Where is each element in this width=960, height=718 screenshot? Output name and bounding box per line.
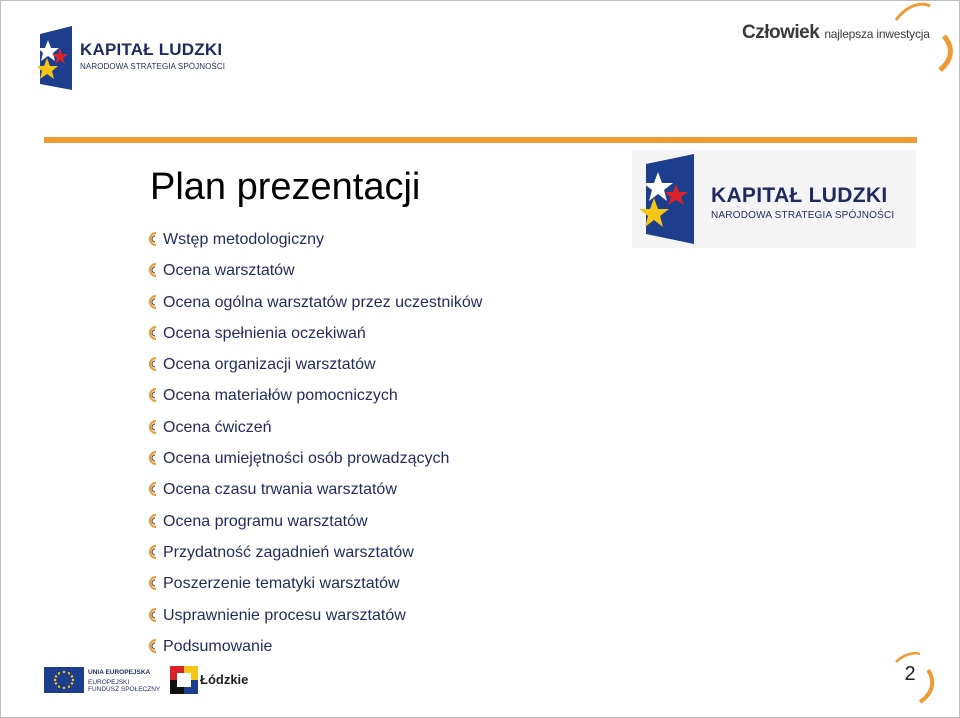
page-number: 2 [904,663,916,685]
list-item-text: Ocena organizacji warsztatów [163,356,376,374]
list-item-text: Ocena ćwiczeń [163,418,272,436]
list-item [148,542,482,573]
orange-divider [44,137,917,143]
page-title: Plan prezentacji [150,166,421,208]
list-item [148,511,482,542]
bullet-icon [147,451,159,465]
lodzkie-logo-icon [170,666,198,694]
kapital-ludzki-flag-icon [638,154,700,244]
right-logo-title: KAPITAŁ LUDZKI [711,184,888,207]
kapital-ludzki-logo-right [632,150,916,248]
kapital-ludzki-flag-icon [38,26,76,90]
bullet-icon [147,357,159,371]
bullet-icon [147,608,159,622]
list-item-text: Ocena ogólna warsztatów przez uczestników [163,293,483,311]
list-item-text: Podsumowanie [163,637,273,655]
eu-line2: EUROPEJSKI [88,679,130,686]
list-item [148,385,482,416]
bullet-icon [147,420,159,434]
list-item-text: Ocena czasu trwania warsztatów [163,481,397,499]
list-item [148,229,482,260]
bullet-icon [147,263,159,277]
list-item-text: Ocena umiejętności osób prowadzących [163,450,450,468]
slogan-main: Człowiek [742,22,820,43]
logo-title: KAPITAŁ LUDZKI [80,40,223,59]
bullet-icon [147,482,159,496]
list-item-text: Przydatność zagadnień warsztatów [163,543,414,561]
eu-line1: UNIA EUROPEJSKA [88,669,151,676]
logo-subtitle: NARODOWA STRATEGIA SPÓJNOŚCI [80,62,226,71]
list-item [148,260,482,291]
eu-line3: FUNDUSZ SPOŁECZNY [88,686,161,693]
bullet-icon [147,295,159,309]
list-item-text: Usprawnienie procesu warsztatów [163,606,406,624]
list-item [148,292,482,323]
list-item [148,354,482,385]
eu-caption [88,669,160,693]
bullet-icon [147,388,159,402]
list-item [148,323,482,354]
list-item [148,605,482,636]
bullet-icon [147,514,159,528]
list-item [148,636,482,667]
bullet-icon [147,639,159,653]
right-logo-subtitle: NARODOWA STRATEGIA SPÓJNOŚCI [711,210,895,221]
bullet-icon [147,232,159,246]
list-item-text: Wstęp metodologiczny [163,231,324,248]
bullet-icon [147,545,159,559]
eu-flag-icon [44,667,84,693]
bullet-icon [147,576,159,590]
orange-swoosh-icon [886,2,958,72]
agenda-list [148,229,482,667]
list-item [148,417,482,448]
kapital-ludzki-logo-top [38,26,238,92]
region-name: Łódzkie [200,672,249,687]
list-item-text: Ocena programu warsztatów [163,512,368,530]
bullet-icon [147,326,159,340]
list-item-text: Ocena materiałów pomocniczych [163,387,398,405]
slogan-rest: najlepsza inwestycja [824,27,930,41]
list-item [148,479,482,510]
list-item [148,573,482,604]
list-item [148,448,482,479]
list-item-text: Poszerzenie tematyki warsztatów [163,575,400,593]
list-item-text: Ocena warsztatów [163,262,295,280]
list-item-text: Ocena spełnienia oczekiwań [163,324,366,342]
